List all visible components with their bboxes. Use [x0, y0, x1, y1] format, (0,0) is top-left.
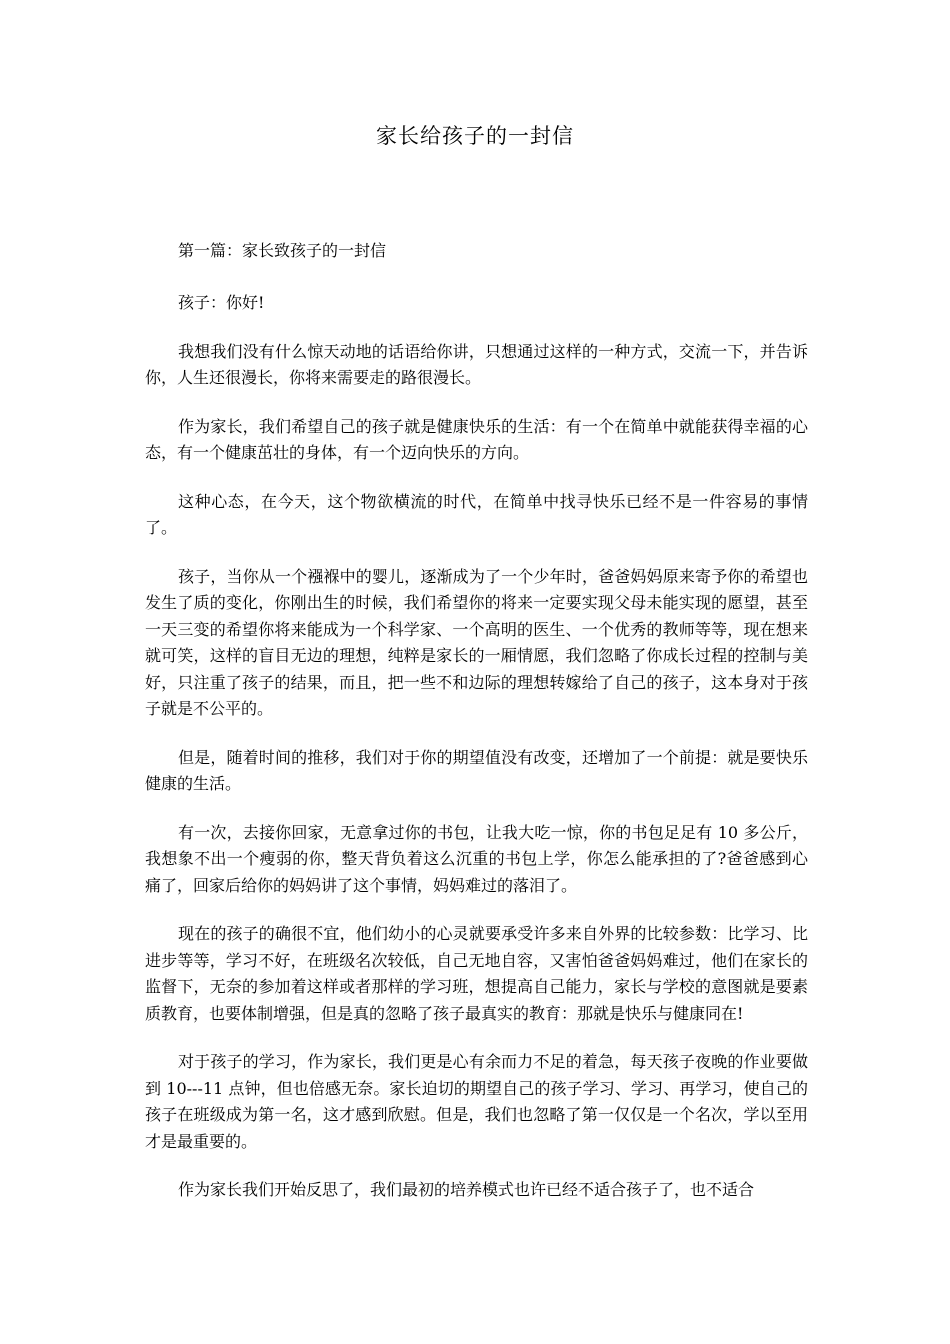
body-paragraph: 有一次，去接你回家，无意拿过你的书包，让我大吃一惊，你的书包足足有 10 多公斤，我想象不出一个瘦弱的你，整天背负着这么沉重的书包上学，你怎么能承担的了?爸爸感到心痛了，回家后给你的妈妈讲了这个事情，妈妈难过的落泪了。 — [145, 822, 808, 895]
body-paragraph: 孩子，当你从一个襁褓中的婴儿，逐渐成为了一个少年时，爸爸妈妈原来寄予你的希望也发生了质的变化，你刚出生的时候，我们希望你的将来一定要实现父母未能实现的愿望，甚至一天三变的希望你将来能成为一个科学家、一个高明的医生、一个优秀的教师等等，现在想来就可笑，这样的盲目无边的理想，纯粹是家长的一厢情愿，我们忽略了你成长过程的控制与美好，只注重了孩子的结果，而且，把一些不和边际的理想转嫁给了自己的孩子，这本身对于孩子就是不公平的。 — [145, 566, 808, 718]
greeting-paragraph: 孩子：你好! — [178, 293, 265, 312]
body-paragraph: 作为家长我们开始反思了，我们最初的培养模式也许已经不适合孩子了，也不适合 — [178, 1180, 755, 1199]
body-paragraph: 作为家长，我们希望自己的孩子就是健康快乐的生活：有一个在简单中就能获得幸福的心态，有一个健康茁壮的身体，有一个迈向快乐的方向。 — [145, 416, 808, 462]
document-body — [145, 238, 808, 1204]
body-paragraph: 现在的孩子的确很不宜，他们幼小的心灵就要承受许多来自外界的比较参数：比学习、比进步等等，学习不好，在班级名次较低，自己无地自容，又害怕爸爸妈妈难过，他们在家长的监督下，无奈的参加着这样或者那样的学习班，想提高自己能力，家长与学校的意图就是要素质教育，也要体制增强，但是真的忽略了孩子最真实的教育：那就是快乐与健康同在! — [145, 924, 808, 1023]
body-paragraph: 对于孩子的学习，作为家长，我们更是心有余而力不足的着急，每天孩子夜晚的作业要做到 10---11 点钟，但也倍感无奈。家长迫切的期望自己的孩子学习、学习、再学习，使自己的孩子在班级成为第一名，这才感到欣慰。但是，我们也忽略了第一仅仅是一个名次，学以至用才是最重要的。 — [145, 1052, 808, 1151]
body-paragraph: 我想我们没有什么惊天动地的话语给你讲，只想通过这样的一种方式，交流一下，并告诉你，人生还很漫长，你将来需要走的路很漫长。 — [145, 341, 808, 387]
document-title: 家长给孩子的一封信 — [376, 124, 574, 148]
body-paragraph: 但是，随着时间的推移，我们对于你的期望值没有改变，还增加了一个前提：就是要快乐健康的生活。 — [145, 747, 808, 793]
section-heading: 第一篇：家长致孩子的一封信 — [178, 241, 387, 260]
body-paragraph: 这种心态，在今天，这个物欲横流的时代，在简单中找寻快乐已经不是一件容易的事情了。 — [145, 491, 808, 537]
